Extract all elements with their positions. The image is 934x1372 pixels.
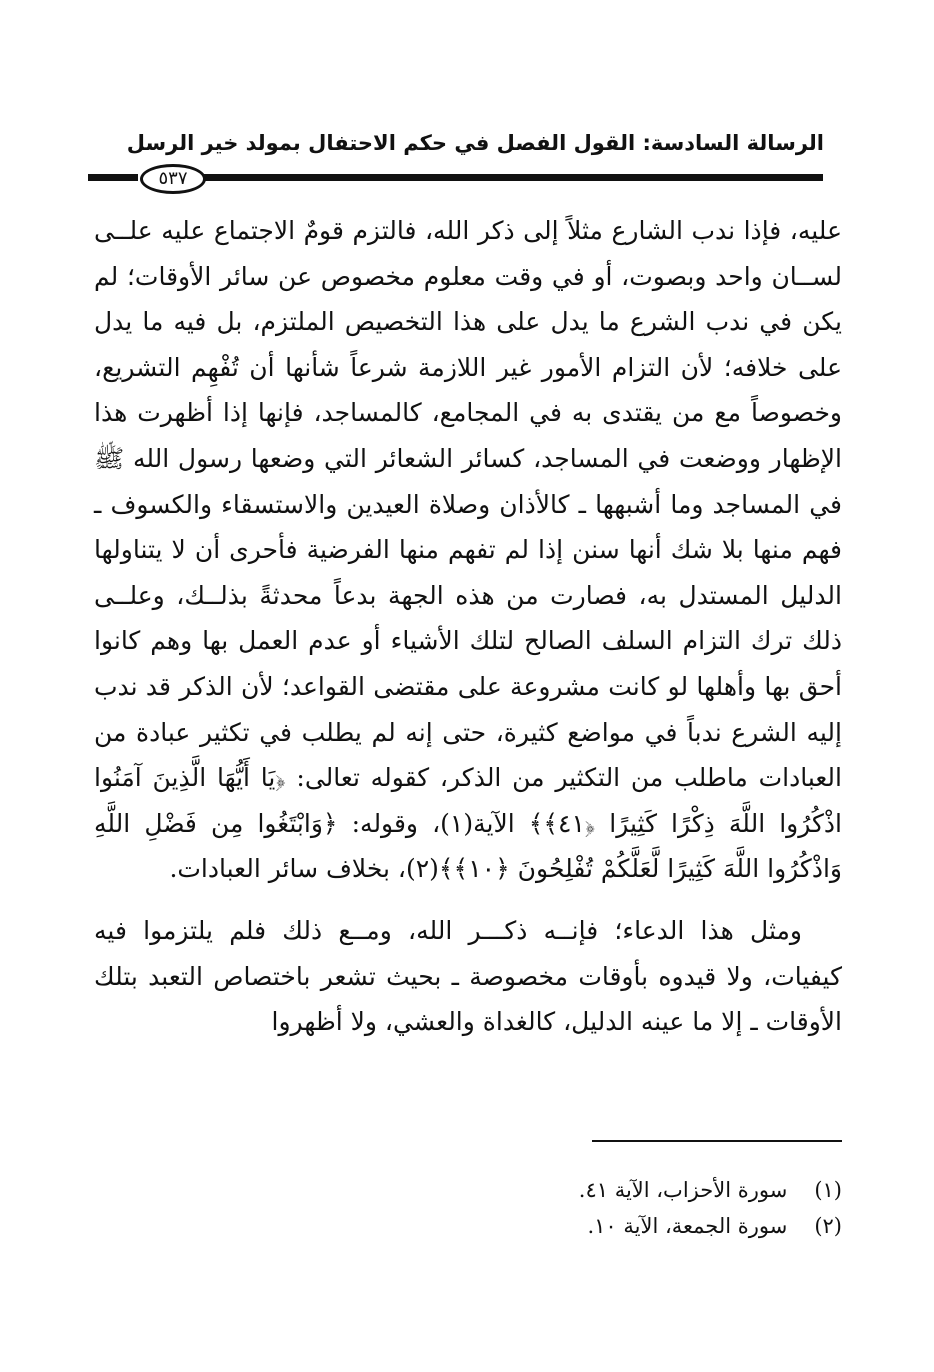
footnote-2 [142, 1208, 842, 1244]
paragraph-1: عليه، فإذا ندب الشارع مثلاً إلى ذكر الله، فالتزم قومٌ الاجتماع عليه علــى لســان واحد وبصوت، أو في وقت معلوم مخصوص عن سائر الأوقات؛ لم يكن في ندب الشرع ما يدل على هذا التخصيص الملتزم، بل فيه ما يدل على خلافه؛ لأن التزام الأمور غير اللازمة شرعاً شأنها أن تُفْهِم التشريع، وخصوصاً مع من يقتدى به في المجامع، كالمساجد، فإنها إذا أظهرت هذا الإظهار ووضعت في المساجد، كسائر الشعائر التي وضعها رسول الله ﷺ في المساجد وما أشبهها ـ كالأذان وصلاة العيدين والاستسقاء والكسوف ـ فهم منها بلا شك أنها سنن إذا لم تفهم منها الفرضية فأحرى أن لا يتناولها الدليل المستدل به، فصارت من هذه الجهة بدعاً محدثةً بذلــك، وعلــى ذلك ترك التزام السلف الصالح لتلك الأشياء أو عدم العمل بها وهم كانوا أحق بها وأهلها لو كانت مشروعة على مقتضى القواعد؛ لأن الذكر قد ندب إليه الشرع ندباً في مواضع كثيرة، حتى إنه لم يطلب في تكثير عبادة من العبادات ماطلب من التكثير من الذكر، كقوله تعالى: ﴿يَا أَيُّهَا الَّذِينَ آمَنُوا اذْكُرُوا اللَّهَ ذِكْرًا كَثِيرًا ﴿٤١﴾﴾ الآية(١)، وقوله: ﴿وَابْتَغُوا مِن فَضْلِ اللَّهِ وَاذْكُرُوا اللَّهَ كَثِيرًا لَّعَلَّكُمْ تُفْلِحُونَ ﴿١٠﴾﴾(٢)، بخلاف سائر العبادات. [94, 216, 843, 884]
header-rule-line-left [88, 174, 138, 181]
footnote-text: سورة الأحزاب، الآية ٤١. [578, 1178, 788, 1202]
header-rule [88, 166, 823, 188]
paragraph-2: ومثل هذا الدعاء؛ فإنــه ذكـــر الله، ومــع ذلك فلم يلتزموا فيه كيفيات، ولا قيدوه بأوقات مخصوصة ـ بحيث تشعر باختصاص التعبد بتلك الأوقات ـ إلا ما عينه الدليل، كالغداة والعشي، ولا أظهروا [94, 915, 842, 1037]
footnote-separator [592, 1140, 842, 1142]
footnote-number: (٢) [814, 1214, 842, 1238]
footnote-number: (١) [814, 1178, 842, 1202]
footnotes [142, 1172, 842, 1244]
footnote-text: سورة الجمعة، الآية ١٠. [587, 1214, 788, 1238]
header-rule-line-right [203, 174, 823, 181]
page-number: ٥٣٧ [140, 164, 206, 194]
body-text [94, 208, 842, 1045]
running-header: الرسالة السادسة: القول الفصل في حكم الاحتفال بمولد خير الرسل [126, 131, 824, 155]
footnote-1 [142, 1172, 842, 1208]
